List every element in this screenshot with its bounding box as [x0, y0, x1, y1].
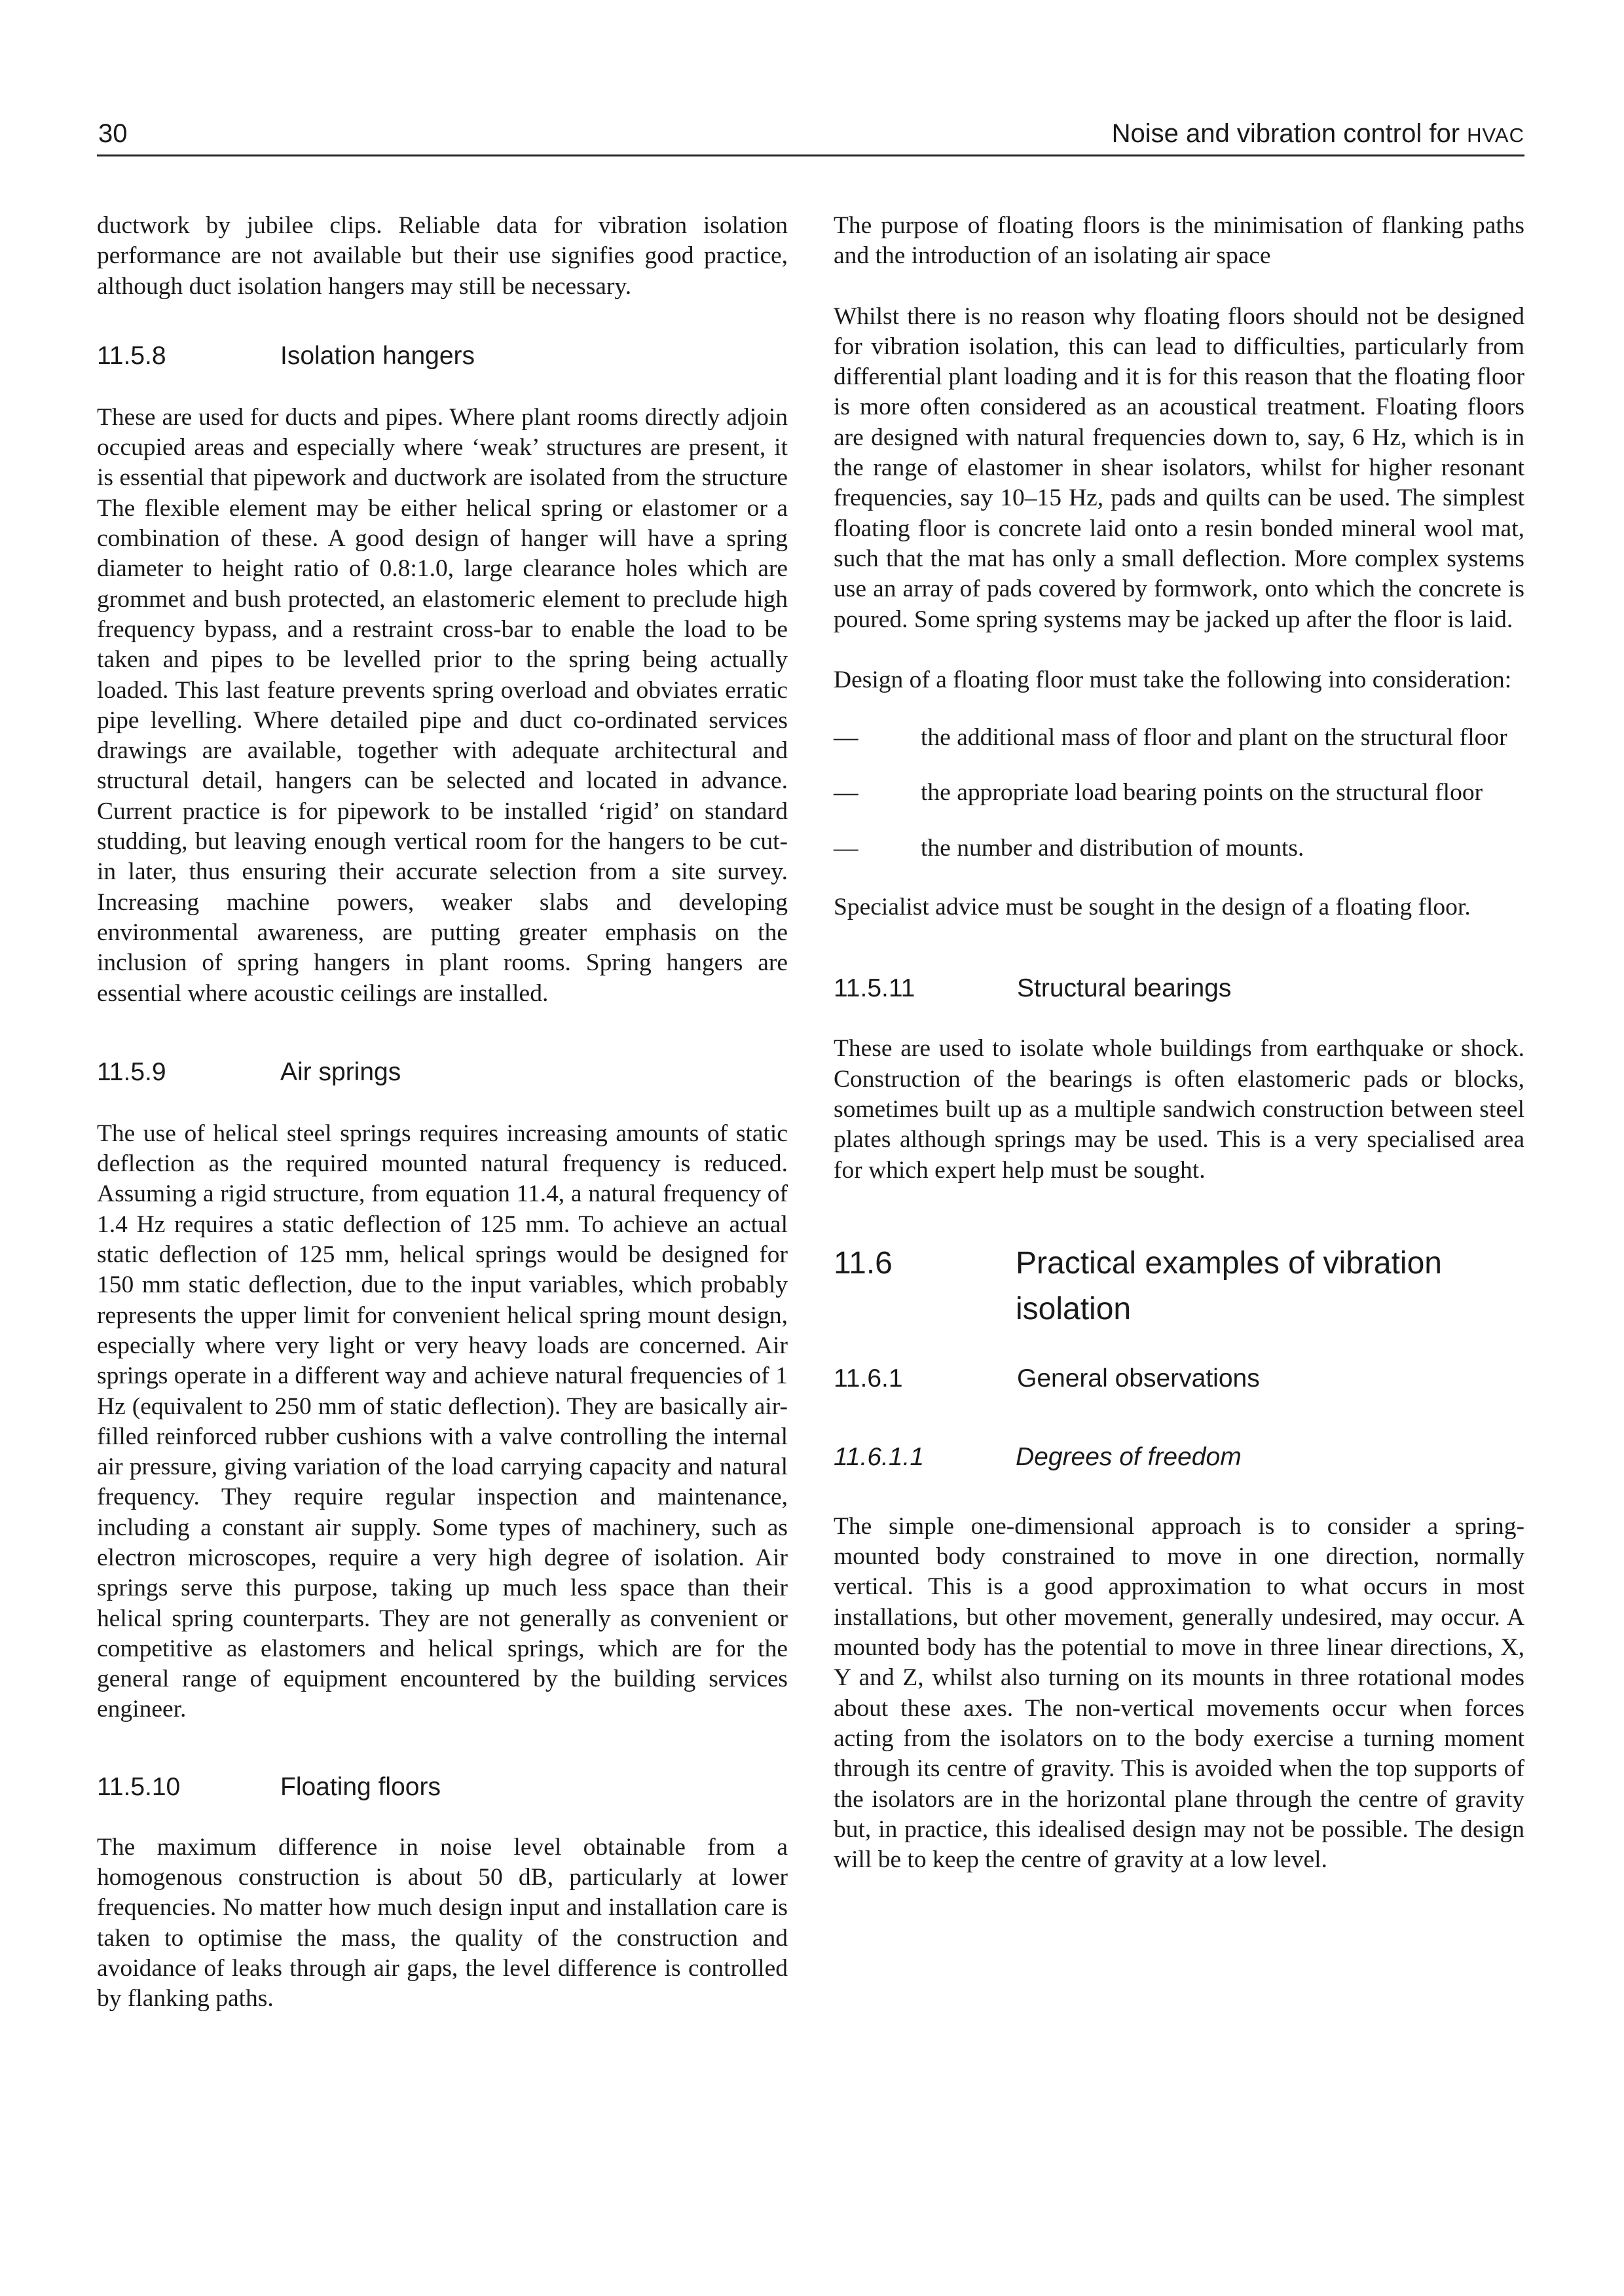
section-title: Floating floors: [280, 1772, 441, 1801]
section-title: Air springs: [280, 1057, 401, 1086]
section-number: 11.5.11: [834, 974, 915, 1003]
section-number: 11.6.1.1: [834, 1442, 925, 1471]
air-springs-paragraph: The use of helical steel springs requires increasing amounts of static deflection as the required mounted natural frequency is reduced. Assuming a rigid structure, from equation 11.4, a natural frequency of 1.4 Hz requires a static deflection of 125 mm. To achieve an actual static deflection of 125 mm, helical springs would be designed for 150 mm static deflection, due to the input variables, which probably represents the upper limit for convenient helical spring mount design, especially where very light or very heavy loads are concerned. Air springs operate in a different way and achieve natural frequencies of 1 Hz (equivalent to 250 mm of static deflection). They are basically air-filled reinforced rubber cushions with a valve controlling the internal air pressure, giving variation of the load carrying capacity and natural frequency. They require regular inspection and maintenance, including a constant air supply. Some types of machinery, such as electron microscopes, require a very high degree of isolation. Air springs serve this purpose, taking up much less space than their helical spring counterparts. They are not generally as convenient or competitive as elastomers and helical springs, which are for the general range of equipment encountered by the building services engineer.: [97, 1120, 788, 1723]
structural-bearings-paragraph: These are used to isolate whole buildings from earthquake or shock. Construction of the bearings is often elastomeric pads or blocks, sometimes built up as a multiple sandwich construction between steel plates although springs may be used. This is a very specialised area for which expert help must be sought.: [834, 1035, 1524, 1184]
section-heading-11-6: [834, 1241, 1524, 1332]
section-title: Degrees of freedom: [1016, 1442, 1242, 1471]
section-title: General observations: [1017, 1364, 1260, 1393]
list-item: [834, 723, 1524, 753]
running-title-caps: HVAC: [1467, 124, 1524, 147]
running-title-text: Noise and vibration control for: [1111, 119, 1460, 148]
bullet-dash: —: [834, 724, 858, 752]
section-number: 11.5.9: [97, 1057, 166, 1086]
degrees-of-freedom-paragraph: The simple one-dimensional approach is to consider a spring-mounted body constrained to move in one direction, normally vertical. This is a good approximation to what occurs in most installations, but other movement, generally undesired, may occur. A mounted body has the potential to move in three linear directions, X, Y and Z, whilst also turning on its mounts in three rotational modes about these axes. The non-vertical movements occur when forces acting from the isolators on to the body exercise a turning moment through its centre of gravity. This is avoided when the top supports of the isolators are in the horizontal plane through the centre of gravity but, in practice, this idealised design may not be possible. The design will be to keep the centre of gravity at a low level.: [834, 1512, 1524, 1874]
list-item: [834, 778, 1524, 808]
bullet-dash: —: [834, 779, 858, 807]
section-number: 11.5.10: [97, 1772, 181, 1801]
section-title: Structural bearings: [1017, 974, 1232, 1003]
isolation-hangers-paragraph: These are used for ducts and pipes. Where plant rooms directly adjoin occupied areas and especially where ‘weak’ structures are present, it is essential that pipework and ductwork are isolated from the structure The flexible element may be either helical spring or elastomer or a combination of these. A good design of hanger will have a spring diameter to height ratio of 0.8:1.0, large clearance holes which are grommet and bush protected, an elastomeric element to preclude high frequency bypass, and a restraint cross-bar to enable the load to be taken and pipes to be levelled prior to the spring being actually loaded. This last feature prevents spring overload and obviates erratic pipe levelling. Where detailed pipe and duct co-ordinated services drawings are available, together with adequate architectural and structural detail, hangers can be selected and located in advance. Current practice is for pipework to be installed ‘rigid’ on standard studding, but leaving enough vertical room for the hangers to be cut-in later, thus ensuring their accurate selection from a site survey. Increasing machine powers, weaker slabs and developing environmental awareness, are putting greater emphasis on the inclusion of spring hangers in plant rooms. Spring hangers are essential where acoustic ceilings are installed.: [97, 403, 788, 1007]
list-item: [834, 833, 1524, 864]
section-heading-11-6-1: [834, 1362, 1524, 1395]
section-heading-11-5-9: [97, 1056, 788, 1089]
section-number: 11.6: [834, 1245, 893, 1281]
purpose-paragraph: The purpose of floating floors is the minimisation of flanking paths and the introduction of an isolating air space: [834, 212, 1524, 270]
specialist-paragraph: Specialist advice must be sought in the design of a floating floor.: [834, 894, 1471, 921]
page-number: 30: [98, 119, 128, 148]
running-title: [1112, 117, 1524, 153]
section-heading-11-6-1-1: [834, 1441, 1524, 1474]
whilst-paragraph: Whilst there is no reason why floating floors should not be designed for vibration isolation, this can lead to difficulties, particularly from differential plant loading and it is for this reason that the floating floor is more often considered as an acoustical treatment. Floating floors are designed with natural frequencies down to, say, 6 Hz, which is in the range of elastomer in shear isolators, whilst for higher resonant frequencies, say 10–15 Hz, pads and quilts can be used. The simplest floating floor is concrete laid onto a resin bonded mineral wool mat, such that the mat has only a small deflection. More complex systems use an array of pads covered by formwork, onto which the concrete is poured. Some spring systems may be jacked up after the floor is laid.: [834, 302, 1524, 633]
section-heading-11-5-8: [97, 340, 788, 373]
section-number: 11.5.8: [97, 341, 166, 370]
running-header: [97, 117, 1524, 156]
section-heading-11-5-10: [97, 1771, 788, 1804]
section-number: 11.6.1: [834, 1364, 903, 1393]
list-item-text: the additional mass of floor and plant on the structural floor: [921, 724, 1507, 752]
left-column: [97, 211, 788, 2014]
design-paragraph: Design of a floating floor must take the following into consideration:: [834, 666, 1512, 693]
list-item-text: the appropriate load bearing points on the structural floor: [921, 779, 1483, 807]
intro-paragraph: ductwork by jubilee clips. Reliable data for vibration isolation performance are not available but their use signifies good practice, although duct isolation hangers may still be necessary.: [97, 212, 788, 300]
right-column: [834, 211, 1524, 1875]
section-heading-11-5-11: [834, 972, 1524, 1005]
floating-floors-paragraph: The maximum difference in noise level obtainable from a homogenous construction is about 50 dB, particularly at lower frequencies. No matter how much design input and installation care is taken to optimise the mass, the quality of the construction and avoidance of leaks through air gaps, the level difference is controlled by flanking paths.: [97, 1833, 788, 2013]
list-item-text: the number and distribution of mounts.: [921, 834, 1304, 862]
section-title: Isolation hangers: [280, 341, 475, 370]
bullet-dash: —: [834, 834, 858, 862]
section-title: Practical examples of vibration isolation: [1016, 1245, 1442, 1326]
